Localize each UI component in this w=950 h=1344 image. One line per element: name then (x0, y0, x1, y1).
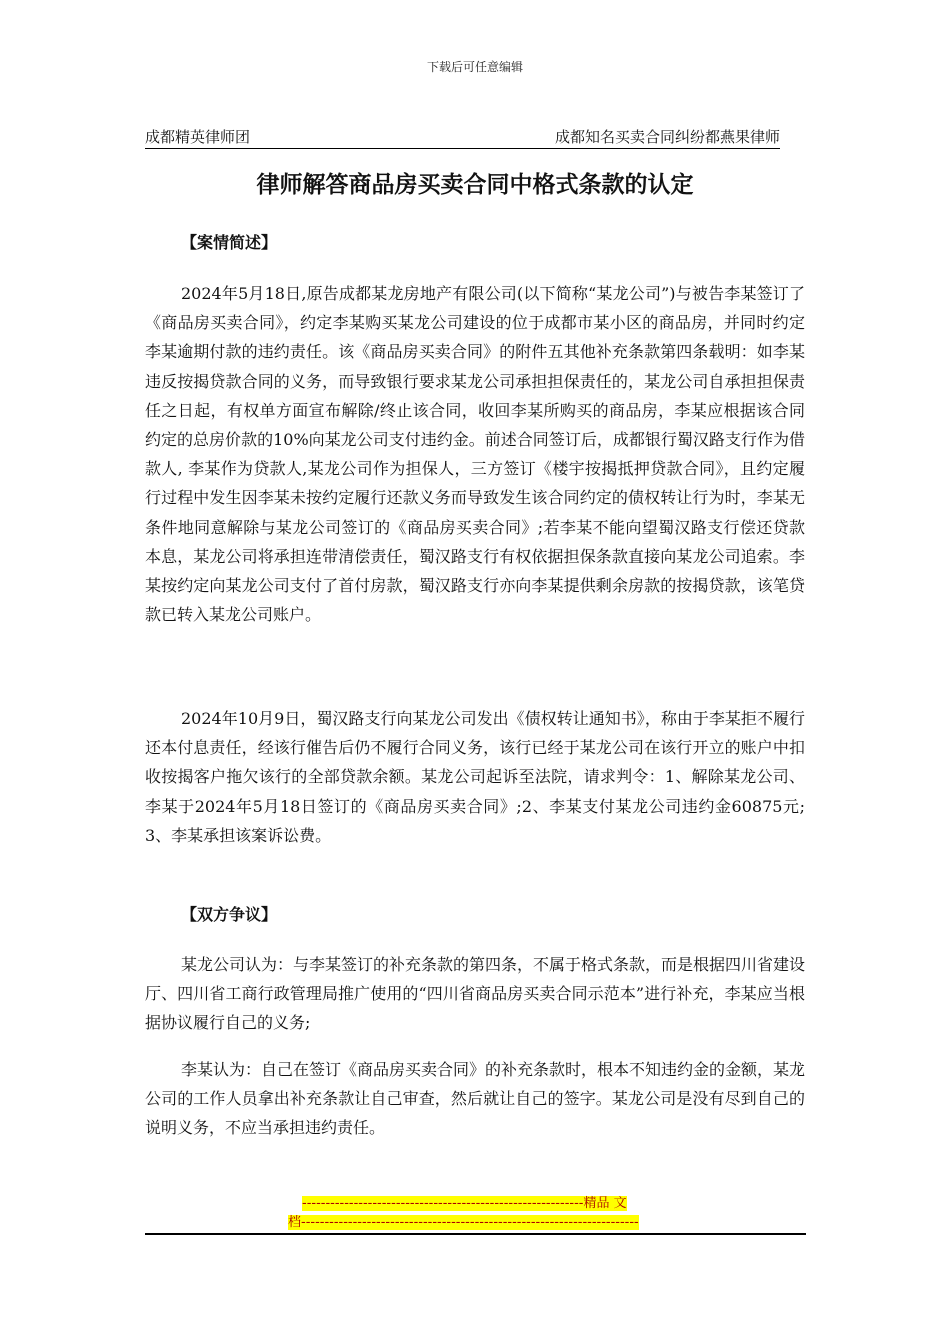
footer-line-1: ------------------------------------------------------------精品 文 (302, 1196, 627, 1211)
document-title: 律师解答商品房买卖合同中格式条款的认定 (256, 172, 694, 198)
header-right-text: 成都知名买卖合同纠纷都燕果律师 (554, 128, 780, 146)
paragraph-case-summary-2: 2024年10月9日，蜀汉路支行向某龙公司发出《债权转让通知书》，称由于李某拒不履行还本付息责任，经该行催告后仍不履行合同义务，该行已经于某龙公司在该行开立的账户中扣收按揭客户拖欠该行的全部贷款余额。某龙公司起诉至法院，请求判令：1、解除某龙公司、李某于2024年5月18日签订的《商品房买卖合同》;2、李某支付某龙公司违约金60875元;3、李某承担该案诉讼费。 (145, 709, 805, 845)
paragraph-dispute-2: 李某认为：自己在签订《商品房买卖合同》的补充条款时，根本不知违约金的金额，某龙公司的工作人员拿出补充条款让自己审查，然后就让自己的签字。某龙公司是没有尽到自己的说明义务，不应当承担违约责任。 (145, 1060, 806, 1138)
footer-watermark (288, 1194, 663, 1232)
section-heading-case-summary: 【案情简述】 (181, 233, 278, 252)
footer-divider (145, 1233, 806, 1235)
running-header (145, 126, 780, 149)
paragraph-case-summary-1: 2024年5月18日,原告成都某龙房地产有限公司(以下简称“某龙公司”)与被告李某签订了《商品房买卖合同》，约定李某购买某龙公司建设的位于成都市某小区的商品房，并同时约定李某逾期付款的违约责任。该《商品房买卖合同》的附件五其他补充条款第四条载明：如李某违反按揭贷款合同的义务，而导致银行要求某龙公司承担担保责任的，某龙公司自承担担保责任之日起，有权单方面宣布解除/终止该合同，收回李某所购买的商品房，李某应根据该合同约定的总房价款的10%向某龙公司支付违约金。前述合同签订后，成都银行蜀汉路支行作为借款人, 李某作为贷款人,某龙公司作为担保人，三方签订《楼宇按揭抵押贷款合同》，且约定履行过程中发生因李某未按约定履行还款义务而导致发生该合同约定的债权转让行为时，李某无条件地同意解除与某龙公司签订的《商品房买卖合同》;若李某不能向望蜀汉路支行偿还贷款本息，某龙公司将承担连带清偿责任，蜀汉路支行有权依据担保条款直接向某龙公司追索。李某按约定向某龙公司支付了首付房款，蜀汉路支行亦向李某提供剩余房款的按揭贷款，该笔贷款已转入某龙公司账户。 (145, 284, 805, 625)
top-note: 下载后可任意编辑 (426, 60, 523, 74)
paragraph-dispute-1: 某龙公司认为：与李某签订的补充条款的第四条，不属于格式条款，而是根据四川省建设厅、四川省工商行政管理局推广使用的“四川省商品房买卖合同示范本”进行补充，李某应当根据协议履行自己的义务; (145, 955, 806, 1033)
footer-line-2: 档------------------------------------------------------------------------ (288, 1215, 639, 1230)
header-left-text: 成都精英律师团 (145, 128, 251, 146)
section-heading-dispute: 【双方争议】 (181, 905, 278, 924)
